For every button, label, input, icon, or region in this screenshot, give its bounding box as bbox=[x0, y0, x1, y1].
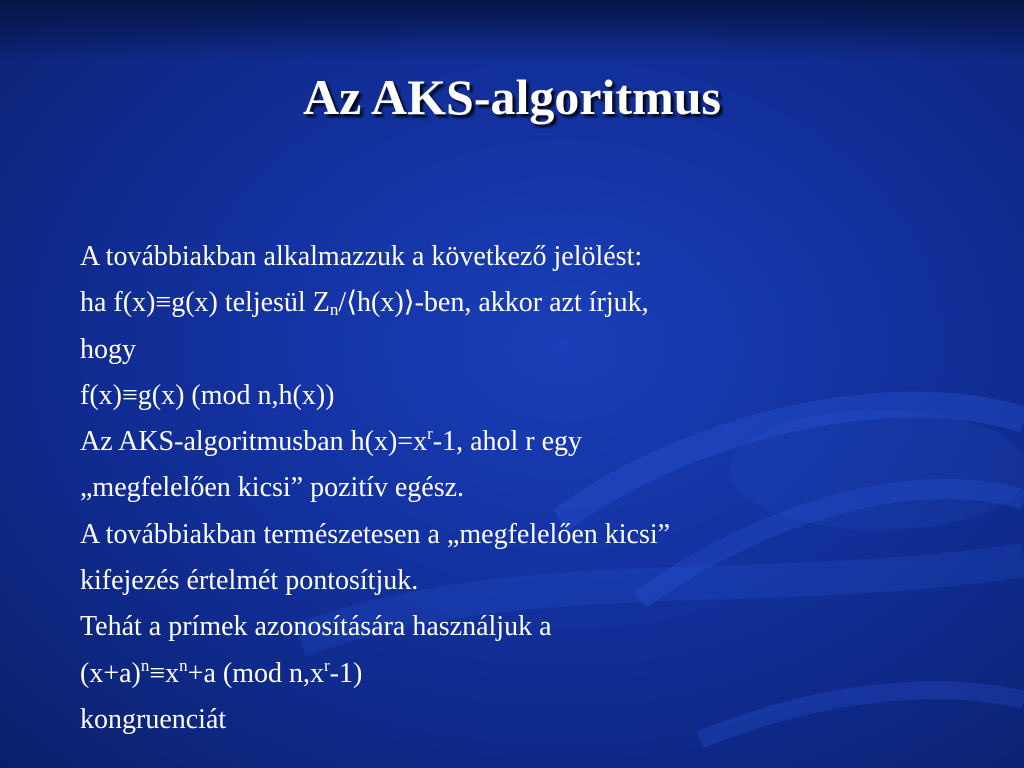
body-line: hogy bbox=[80, 333, 136, 365]
superscript: r bbox=[324, 655, 330, 675]
body-line: kongruenciát bbox=[80, 703, 227, 735]
body-line: A továbbiakban alkalmazzuk a következő jelölést: bbox=[80, 241, 643, 272]
body-line: ha f(x)≡g(x) teljesül $Z_n/⟨h(x)⟩$-ben, akkor azt írjuk, bbox=[80, 287, 649, 320]
subscript: n bbox=[329, 300, 339, 320]
body-line: f(x)≡g(x) (mod n,h(x)) bbox=[80, 379, 335, 411]
body-line: Tehát a prímek azonosítására használjuk a bbox=[80, 611, 552, 643]
body-line: Az AKS-algoritmusban $h(x)=x^r-1$, ahol r egy bbox=[80, 424, 583, 458]
slide-body bbox=[80, 234, 960, 743]
superscript: n bbox=[140, 655, 150, 675]
body-line: „megfelelően kicsi” pozitív egész. bbox=[80, 472, 465, 504]
body-line: $(x+a)^n\equiv x^n+a$ (mod $n,x^r-1$) bbox=[80, 655, 363, 689]
body-line: A továbbiakban természetesen a „megfelelően kicsi” bbox=[80, 518, 671, 550]
superscript: r bbox=[427, 424, 433, 444]
superscript: n bbox=[179, 655, 188, 675]
slide-title: Az AKS-algoritmus bbox=[302, 69, 722, 125]
body-line: kifejezés értelmét pontosítjuk. bbox=[80, 565, 419, 597]
